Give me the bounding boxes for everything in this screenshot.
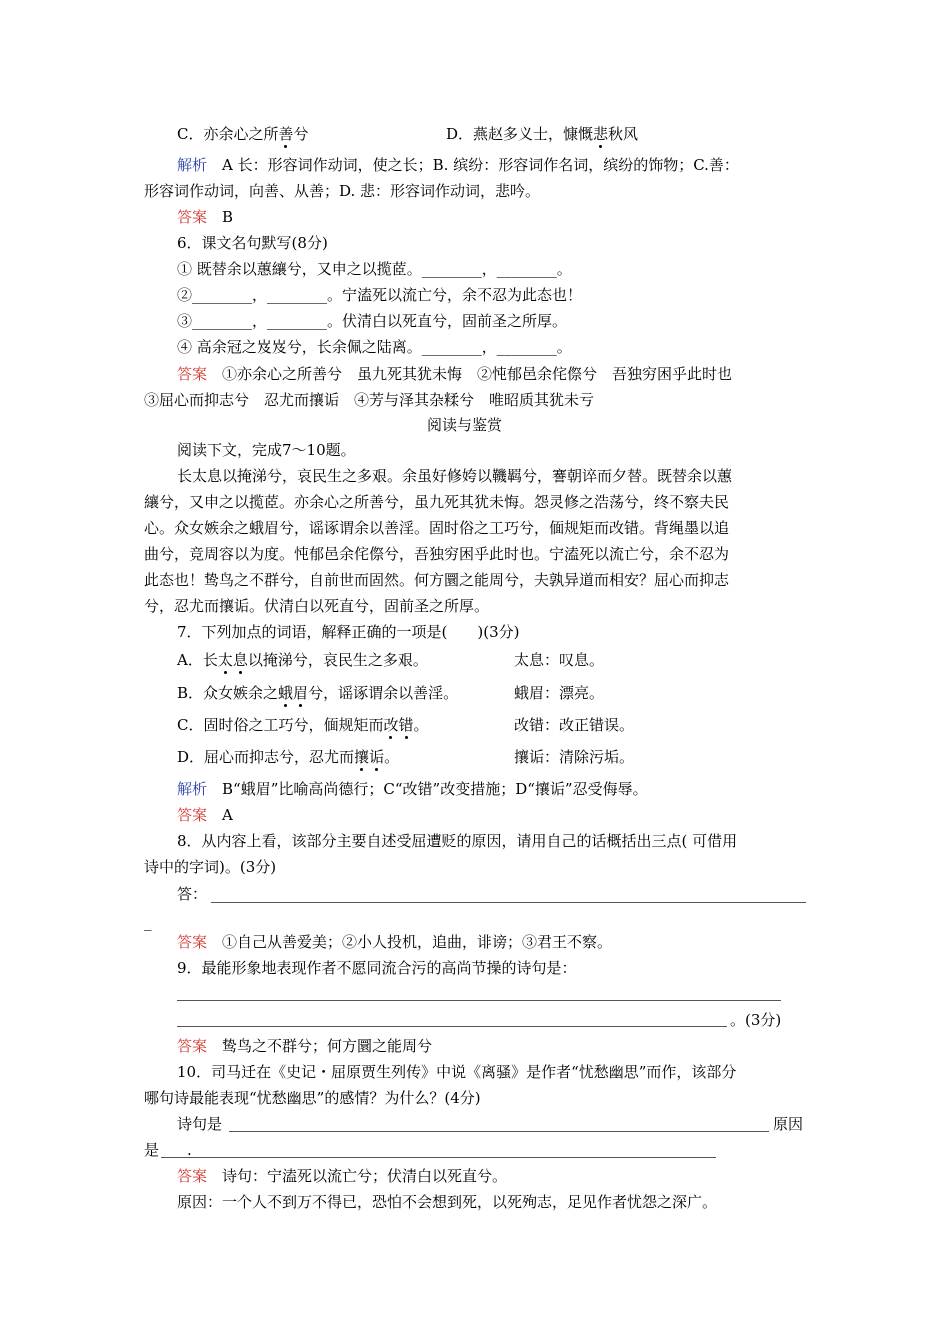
q7-option-d-explain: 攘诟：清除污垢。 bbox=[514, 748, 635, 766]
q6-answer: 答案 ①亦余心之所善兮 虽九死其犹未悔 ②忳郁邑余侘傺兮 吾独穷困乎此时也 bbox=[177, 365, 733, 383]
q10-answer-reason: 原因：一个人不到万不得已，恐怕不会想到死，以死殉志，足见作者忧怨之深广。 bbox=[177, 1193, 718, 1211]
q6-line4: ④ 高余冠之岌岌兮，长余佩之陆离。________，________。 bbox=[177, 338, 572, 356]
q7-answer: 答案 A bbox=[177, 806, 233, 824]
analysis-label: 解析 bbox=[177, 156, 208, 174]
q6-line1: ① 既替余以蕙纕兮，又申之以揽茝。________，________。 bbox=[177, 260, 572, 278]
q7-option-c: C．固时俗之工巧兮，偭规矩而改错。 bbox=[177, 716, 429, 734]
q7-option-a: A．长太息以掩涕兮，哀民生之多艰。 bbox=[177, 651, 428, 669]
answer-label: 答案 bbox=[177, 365, 208, 383]
q5-analysis-cont: 形容词作动词，向善、从善；D. 悲：形容词作动词，悲吟。 bbox=[144, 182, 541, 200]
reading-intro: 阅读下文，完成7～10题。 bbox=[177, 441, 356, 459]
q8-answer-line[interactable] bbox=[211, 902, 806, 903]
q10-poem-line[interactable] bbox=[229, 1131, 769, 1132]
q6-line3: ③________，________。伏清白以死直兮，固前圣之所厚。 bbox=[177, 312, 568, 330]
passage-line-3: 心。众女嫉余之蛾眉兮，谣诼谓余以善淫。固时俗之工巧兮，偭规矩而改错。背绳墨以追 bbox=[144, 519, 730, 537]
q9-answer: 答案 鸷鸟之不群兮；何方圜之能周兮 bbox=[177, 1037, 433, 1055]
section-title: 阅读与鉴赏 bbox=[427, 416, 503, 434]
q10-title-cont: 哪句诗最能表现“忧愁幽思”的感情？为什么？(4分) bbox=[144, 1089, 481, 1107]
q7-option-c-explain: 改错：改正错误。 bbox=[514, 716, 635, 734]
q8-answer-prompt: 答： bbox=[177, 885, 208, 903]
passage-line-1: 长太息以掩涕兮，哀民生之多艰。余虽好修姱以鞿羁兮，謇朝谇而夕替。既替余以蕙 bbox=[177, 467, 733, 485]
answer-label: 答案 bbox=[177, 208, 208, 226]
q7-option-d: D．屈心而抑志兮，忍尤而攘诟。 bbox=[177, 748, 400, 766]
analysis-label: 解析 bbox=[177, 780, 208, 798]
answer-label: 答案 bbox=[177, 933, 208, 951]
q5-option-c: C．亦余心之所善兮 bbox=[177, 125, 309, 143]
q6-title: 6．课文名句默写(8分) bbox=[177, 234, 328, 252]
q6-answer-cont: ③屈心而抑志兮 忍尤而攘诟 ④芳与泽其杂糅兮 唯昭质其犹未亏 bbox=[144, 391, 595, 409]
q9-title: 9．最能形象地表现作者不愿同流合污的高尚节操的诗句是： bbox=[177, 959, 577, 977]
q8-answer: 答案 ①自己从善爱美；②小人投机，追曲，诽谤；③君王不察。 bbox=[177, 933, 613, 951]
q6-line2: ②________，________。宁溘死以流亡兮，余不忍为此态也！ bbox=[177, 286, 583, 304]
q5-option-d: D．燕赵多义士，慷慨悲秋风 bbox=[446, 125, 639, 143]
q10-poem-label: 诗句是 bbox=[177, 1115, 223, 1133]
passage-line-5: 此态也！鸷鸟之不群兮，自前世而固然。何方圜之能周兮，夫孰异道而相安？屈心而抑志 bbox=[144, 571, 730, 589]
q10-answer: 答案 诗句：宁溘死以流亡兮；伏清白以死直兮。 bbox=[177, 1167, 508, 1185]
q9-answer-line-1[interactable] bbox=[177, 1000, 781, 1001]
q8-title-cont: 诗中的字词)。(3分) bbox=[144, 858, 277, 876]
q5-answer: 答案 B bbox=[177, 208, 234, 226]
q10-reason-line[interactable] bbox=[161, 1157, 716, 1158]
q10-reason-label: 原因 bbox=[773, 1115, 804, 1133]
passage-line-4: 曲兮，竞周容以为度。忳郁邑余侘傺兮，吾独穷困乎此时也。宁溘死以流亡兮，余不忍为 bbox=[144, 545, 730, 563]
emphasis-dot-char: 悲 bbox=[593, 125, 609, 143]
answer-label: 答案 bbox=[177, 1037, 208, 1055]
emphasis-dot-char: 善 bbox=[278, 125, 294, 143]
answer-label: 答案 bbox=[177, 806, 208, 824]
q8-title: 8．从内容上看，该部分主要自述受屈遭贬的原因，请用自己的话概括出三点( 可借用 bbox=[177, 832, 738, 850]
q7-title: 7．下列加点的词语，解释正确的一项是( )(3分) bbox=[177, 623, 520, 641]
passage-line-6: 兮，忍尤而攘诟。伏清白以死直兮，固前圣之所厚。 bbox=[144, 597, 490, 615]
answer-label: 答案 bbox=[177, 1167, 208, 1185]
q7-option-b: B．众女嫉余之蛾眉兮，谣诼谓余以善淫。 bbox=[177, 684, 459, 702]
passage-line-2: 纕兮，又申之以揽茝。亦余心之所善兮，虽九死其犹未悔。怨灵修之浩荡兮，终不察夫民 bbox=[144, 493, 730, 511]
q10-period: . bbox=[187, 1141, 192, 1159]
q9-answer-line-2[interactable] bbox=[177, 1026, 727, 1027]
q8-stray-underscore: _ bbox=[144, 913, 152, 931]
q9-score: 。(3分) bbox=[730, 1011, 782, 1029]
q10-is-label: 是 bbox=[144, 1141, 160, 1159]
q7-analysis: 解析 B“蛾眉”比喻高尚德行；C“改错”改变措施；D“攘诟”忍受侮辱。 bbox=[177, 780, 648, 798]
q7-option-b-explain: 蛾眉：漂亮。 bbox=[514, 684, 605, 702]
q5-analysis: 解析 A 长：形容词作动词，使之长；B. 缤纷：形容词作名词，缤纷的饰物；C.善： bbox=[177, 156, 739, 174]
q10-title: 10．司马迁在《史记・屈原贾生列传》中说《离骚》是作者“忧愁幽思”而作，该部分 bbox=[177, 1063, 737, 1081]
q7-option-a-explain: 太息：叹息。 bbox=[514, 651, 605, 669]
